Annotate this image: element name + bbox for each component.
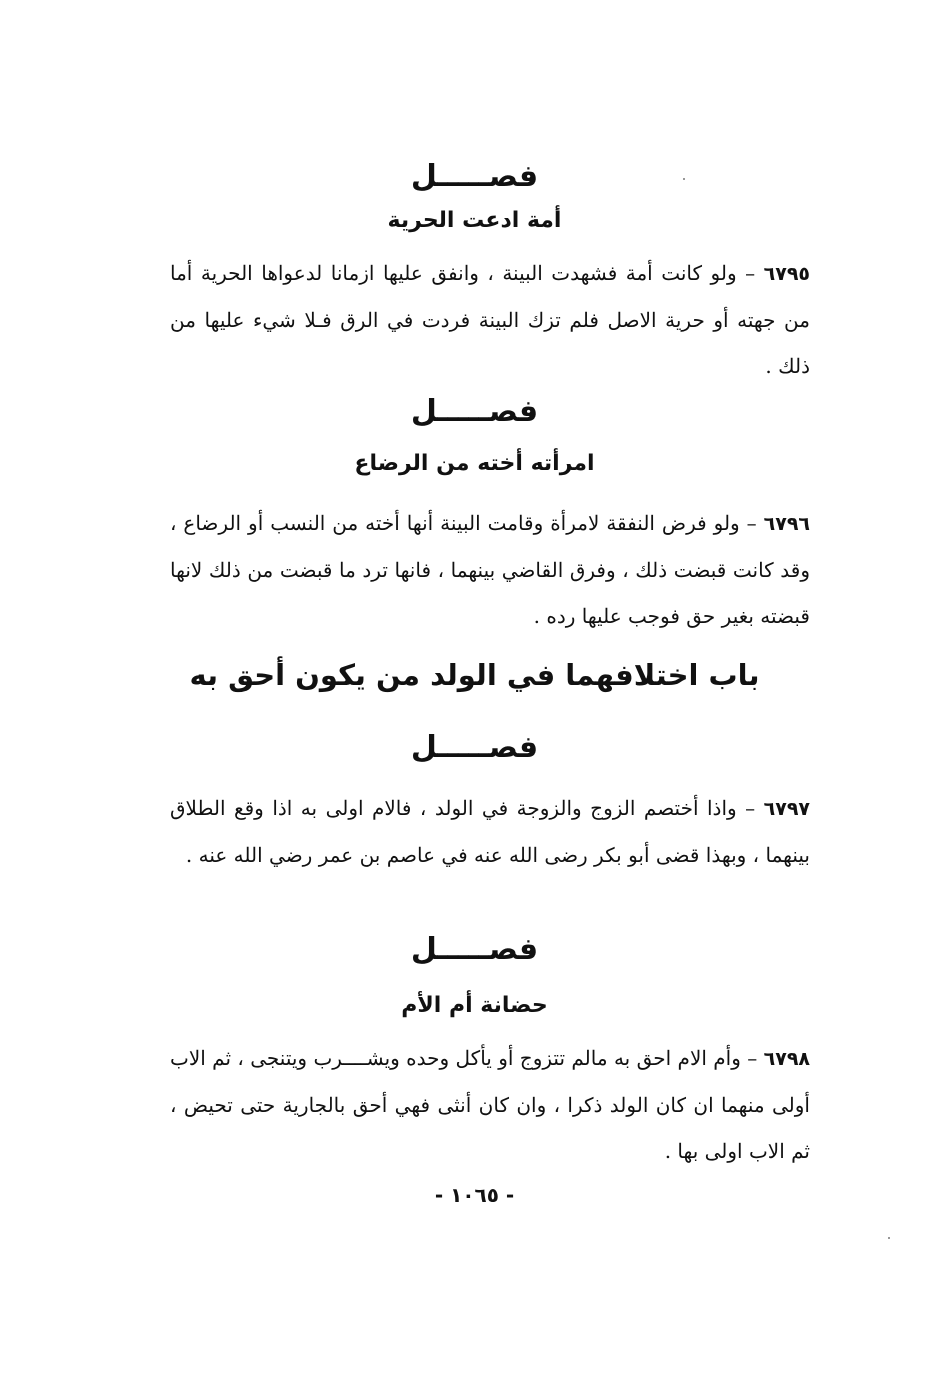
section-subtitle-2: امرأته أخته من الرضاع — [354, 451, 595, 476]
section-heading-1: فصـــــل — [410, 159, 539, 194]
paragraph-number: ٦٧٩٨ — [763, 1048, 811, 1070]
section-subtitle-1: أمة ادعت الحرية — [387, 208, 562, 233]
paragraph-text: واذا أختصم الزوج والزوجة في الولد ، فالام اولى به اذا وقع الطلاق بينهما ، وبهذا قضى أبو بكر رضى الله عنه في عاصم بن عمر رضي الله عنه . — [170, 796, 810, 867]
paragraph-6795 — [170, 250, 810, 389]
paragraph-text: ولو كانت أمة فشهدت البينة ، وانفق عليها ازمانا لدعواها الحرية أما من جهته أو حرية الاصل فلم تزك البينة فردت في الرق فـلا شيء عليها من ذلك . — [170, 261, 810, 378]
paragraph-number: ٦٧٩٦ — [763, 513, 811, 535]
paragraph-number: ٦٧٩٥ — [763, 263, 811, 285]
paragraph-dash: – — [736, 796, 756, 820]
paragraph-6798 — [170, 1035, 810, 1174]
paragraph-6796 — [170, 500, 810, 639]
section-subtitle-4: حضانة أم الأم — [401, 993, 548, 1018]
paragraph-text: ولو فرض النفقة لامرأة وقامت البينة أنها أخته من النسب أو الرضاع ، وقد كانت قبضت ذلك ، وفرق القاضي بينهما ، فانها ترد ما قبضت من ذلك لانها قبضته بغير حق فوجب عليها رده . — [170, 511, 810, 628]
paragraph-6797 — [170, 785, 810, 878]
page-number: - ١٠٦٥ - — [434, 1183, 515, 1207]
paragraph-text: وأم الام احق به مالم تتزوج أو يأكل وحده ويشــــرب ويتنجى ، ثم الاب أولى منهما ان كان الولد ذكرا ، وان كان أنثى فهي أحق بالجارية حتى تحيض ، ثم الاب اولى بها . — [170, 1046, 810, 1163]
paragraph-dash: – — [736, 261, 756, 285]
paragraph-dash: – — [740, 1046, 758, 1070]
section-heading-2: فصـــــل — [410, 394, 539, 429]
section-heading-3: فصـــــل — [410, 730, 539, 765]
chapter-title: باب اختلافهما في الولد من يكون أحق به — [189, 658, 760, 692]
section-heading-4: فصـــــل — [410, 932, 539, 967]
paragraph-number: ٦٧٩٧ — [763, 798, 811, 820]
paragraph-dash: – — [739, 511, 757, 535]
scan-speck — [888, 1237, 890, 1239]
